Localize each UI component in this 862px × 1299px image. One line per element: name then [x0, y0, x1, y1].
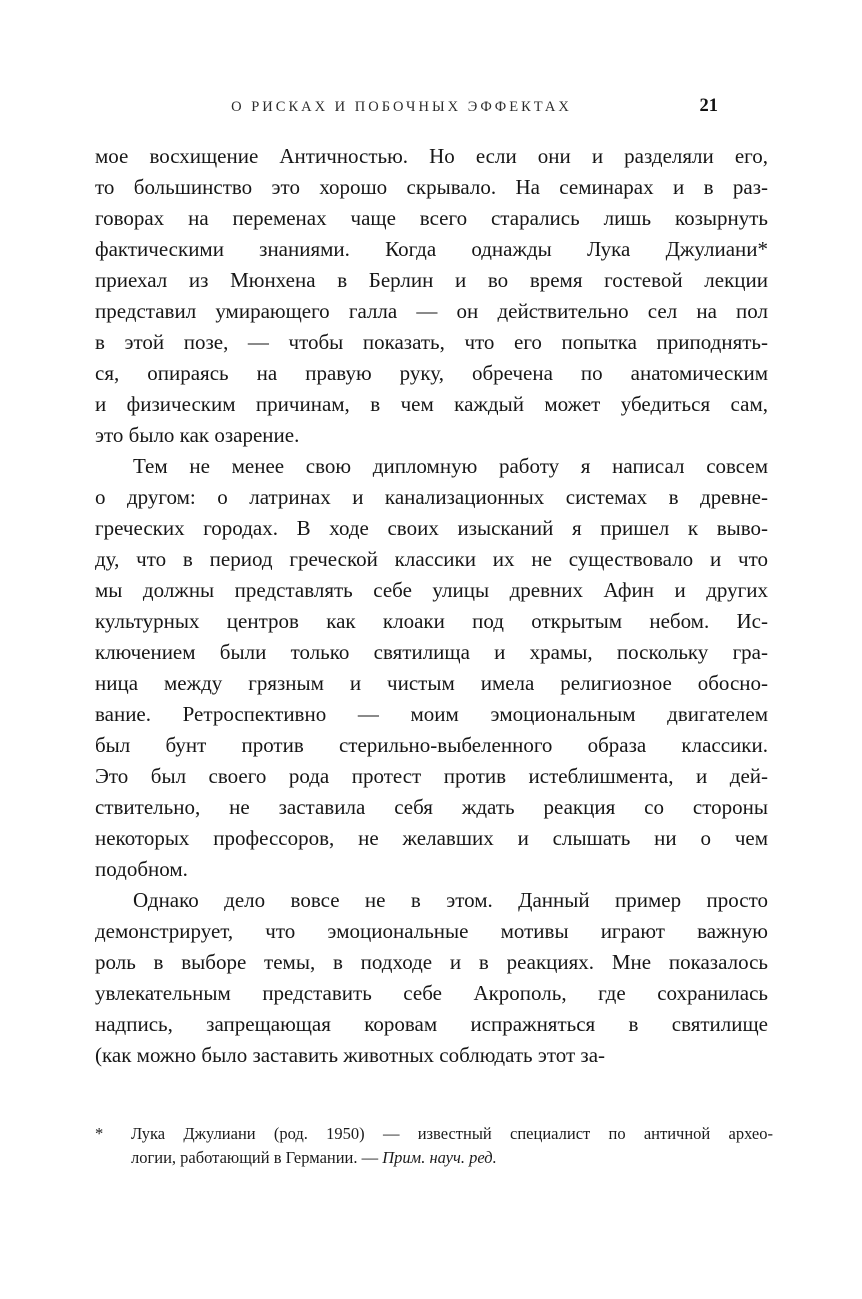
running-title: О РИСКАХ И ПОБОЧНЫХ ЭФФЕКТАХ	[231, 99, 572, 115]
footnote-body	[95, 1122, 773, 1169]
text-line: надпись, запрещающая коровам испражняться в святилище	[95, 1012, 768, 1036]
text-line: и физическим причинам, в чем каждый может убедиться сам,	[95, 392, 768, 416]
text-line: демонстрирует, что эмоциональные мотивы играют важную	[95, 919, 768, 943]
footnote-source-note: Прим. науч. ред.	[382, 1147, 497, 1167]
footnote-line: Лука Джулиани (род. 1950) — известный специалист по античной архео-	[131, 1124, 773, 1143]
text-line: говорах на переменах чаще всего старались лишь козырнуть	[95, 206, 768, 230]
text-line: о другом: о латринах и канализационных системах в древне-	[95, 485, 768, 509]
text-line: это было как озарение.	[95, 423, 300, 447]
body-text	[95, 141, 768, 1071]
text-line: мое восхищение Античностью. Но если они и разделяли его,	[95, 144, 768, 168]
paragraph	[95, 885, 768, 1071]
text-line: ствительно, не заставила себя ждать реакция со стороны	[95, 795, 768, 819]
text-line: ся, опираясь на правую руку, обречена по анатомическим	[95, 361, 768, 385]
footnote	[95, 1122, 773, 1169]
text-line: ду, что в период греческой классики их не существовало и что	[95, 547, 768, 571]
text-line: вание. Ретроспективно — моим эмоциональным двигателем	[95, 702, 768, 726]
text-line: подобном.	[95, 857, 188, 881]
footnote-text: логии, работающий в Германии. —	[131, 1147, 383, 1167]
text-line: увлекательным представить себе Акрополь, где сохранилась	[95, 981, 768, 1005]
text-line: Это был своего рода протест против истеблишмента, и дей-	[95, 764, 768, 788]
text-line: некоторых профессоров, не желавших и слышать ни о чем	[95, 826, 768, 850]
text-line: роль в выборе темы, в подходе и в реакциях. Мне показалось	[95, 950, 768, 974]
text-line: фактическими знаниями. Когда однажды Лука Джулиани*	[95, 237, 768, 261]
page-number: 21	[699, 96, 718, 116]
text-line: ница между грязным и чистым имела религиозное обосно-	[95, 671, 768, 695]
footnote-line	[131, 1146, 773, 1170]
text-line: Однако дело вовсе не в этом. Данный пример просто	[133, 888, 768, 912]
footnote-marker: *	[95, 1124, 104, 1143]
paragraph	[95, 141, 768, 451]
text-line: приехал из Мюнхена в Берлин и во время гостевой лекции	[95, 268, 768, 292]
running-header	[95, 96, 768, 120]
text-line: ключением были только святилища и храмы, поскольку гра-	[95, 640, 768, 664]
text-line: (как можно было заставить животных соблюдать этот за-	[95, 1043, 606, 1067]
text-line: в этой позе, — чтобы показать, что его попытка приподнять-	[95, 330, 768, 354]
text-line: Тем не менее свою дипломную работу я написал совсем	[133, 454, 768, 478]
text-line: был бунт против стерильно-выбеленного образа классики.	[95, 733, 768, 757]
text-line: греческих городах. В ходе своих изысканий я пришел к выво-	[95, 516, 768, 540]
text-line: мы должны представлять себе улицы древних Афин и других	[95, 578, 768, 602]
paragraph	[95, 451, 768, 885]
text-line: представил умирающего галла — он действительно сел на пол	[95, 299, 768, 323]
text-line: то большинство это хорошо скрывало. На семинарах и в раз-	[95, 175, 768, 199]
text-line: культурных центров как клоаки под открытым небом. Ис-	[95, 609, 768, 633]
